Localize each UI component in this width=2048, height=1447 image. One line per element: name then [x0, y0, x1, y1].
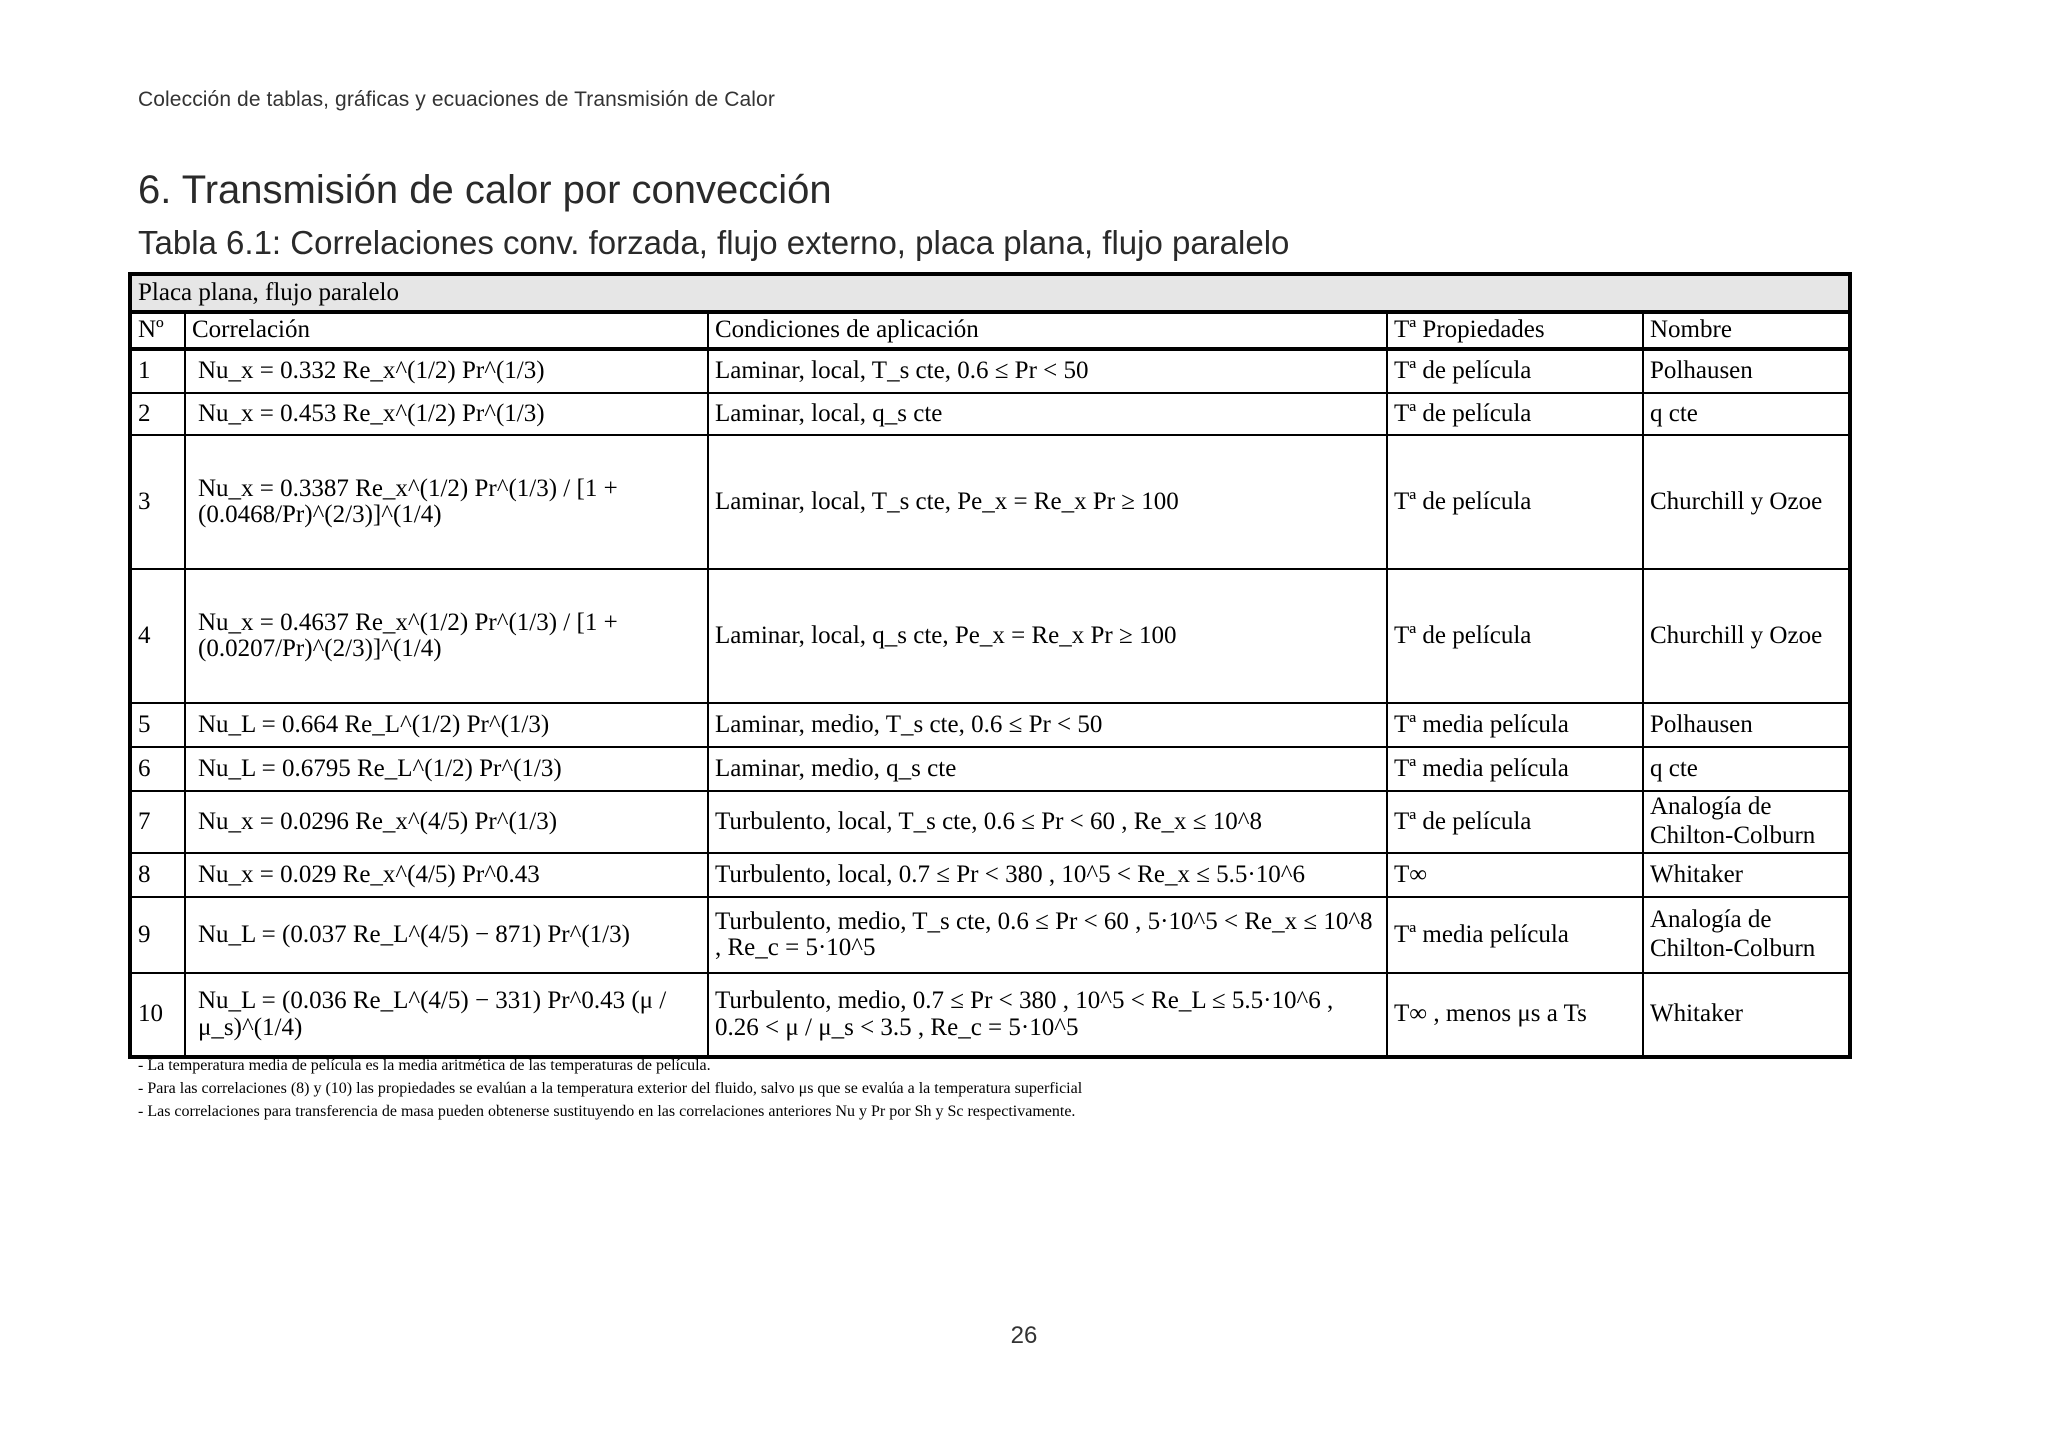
- application-conditions-cell: Laminar, local, T_s cte, 0.6 ≤ Pr < 50: [708, 349, 1387, 393]
- table-row: [130, 393, 1850, 435]
- note-line: - La temperatura media de película es la media aritmética de las temperaturas de película.: [138, 1057, 711, 1074]
- correlation-name-cell: Whitaker: [1643, 973, 1850, 1057]
- correlation-formula-cell: Nu_x = 0.4637 Re_x^(1/2) Pr^(1/3) / [1 + (0.0207/Pr)^(2/3)]^(1/4): [185, 569, 708, 703]
- application-conditions-cell: Turbulento, medio, 0.7 ≤ Pr < 380 , 10^5 < Re_L ≤ 5.5·10^6 , 0.26 < μ / μ_s < 3.5 , Re_c = 5·10^5: [708, 973, 1387, 1057]
- table-group-header-row: [130, 274, 1850, 312]
- correlation-name-cell: Analogía de Chilton-Colburn: [1643, 791, 1850, 853]
- row-number-cell: 9: [130, 897, 185, 973]
- correlation-name-cell: Polhausen: [1643, 703, 1850, 747]
- row-number-cell: 2: [130, 393, 185, 435]
- property-temperature-cell: Tª de película: [1387, 791, 1643, 853]
- correlation-formula-cell: Nu_x = 0.332 Re_x^(1/2) Pr^(1/3): [185, 349, 708, 393]
- row-number-cell: 3: [130, 435, 185, 569]
- property-temperature-cell: Tª media película: [1387, 703, 1643, 747]
- correlation-formula-cell: Nu_L = 0.6795 Re_L^(1/2) Pr^(1/3): [185, 747, 708, 791]
- application-conditions-cell: Turbulento, local, T_s cte, 0.6 ≤ Pr < 60 , Re_x ≤ 10^8: [708, 791, 1387, 853]
- correlation-name-cell: Churchill y Ozoe: [1643, 435, 1850, 569]
- property-temperature-cell: T∞: [1387, 853, 1643, 897]
- application-conditions-cell: Laminar, local, q_s cte, Pe_x = Re_x Pr ≥ 100: [708, 569, 1387, 703]
- running-header: Colección de tablas, gráficas y ecuaciones de Transmisión de Calor: [138, 88, 775, 111]
- table-group-header: Placa plana, flujo paralelo: [130, 274, 1850, 312]
- correlation-formula-cell: Nu_L = 0.664 Re_L^(1/2) Pr^(1/3): [185, 703, 708, 747]
- property-temperature-cell: Tª de película: [1387, 393, 1643, 435]
- table-column-header-row: [130, 312, 1850, 349]
- table-row: [130, 349, 1850, 393]
- table-title: Tabla 6.1: Correlaciones conv. forzada, flujo externo, placa plana, flujo paralelo: [138, 224, 1290, 261]
- row-number-cell: 1: [130, 349, 185, 393]
- row-number-cell: 10: [130, 973, 185, 1057]
- property-temperature-cell: Tª de película: [1387, 349, 1643, 393]
- property-temperature-cell: Tª de película: [1387, 435, 1643, 569]
- correlation-formula-cell: Nu_x = 0.453 Re_x^(1/2) Pr^(1/3): [185, 393, 708, 435]
- row-number-cell: 7: [130, 791, 185, 853]
- correlation-formula-cell: Nu_x = 0.029 Re_x^(4/5) Pr^0.43: [185, 853, 708, 897]
- application-conditions-cell: Laminar, medio, q_s cte: [708, 747, 1387, 791]
- correlation-name-cell: Churchill y Ozoe: [1643, 569, 1850, 703]
- table-row: [130, 747, 1850, 791]
- column-header-name: Nombre: [1643, 312, 1850, 349]
- property-temperature-cell: Tª media película: [1387, 897, 1643, 973]
- table-row: [130, 791, 1850, 853]
- note-line: - Las correlaciones para transferencia de masa pueden obtenerse sustituyendo en las correlaciones anteriores Nu y Pr por Sh y Sc respectivamente.: [138, 1103, 1076, 1120]
- column-header-number: Nº: [130, 312, 185, 349]
- correlation-formula-cell: Nu_L = (0.036 Re_L^(4/5) − 331) Pr^0.43 (μ / μ_s)^(1/4): [185, 973, 708, 1057]
- correlation-name-cell: q cte: [1643, 747, 1850, 791]
- correlation-name-cell: Whitaker: [1643, 853, 1850, 897]
- application-conditions-cell: Turbulento, medio, T_s cte, 0.6 ≤ Pr < 60 , 5·10^5 < Re_x ≤ 10^8 , Re_c = 5·10^5: [708, 897, 1387, 973]
- column-header-correlation: Correlación: [185, 312, 708, 349]
- application-conditions-cell: Laminar, local, q_s cte: [708, 393, 1387, 435]
- page-number: 26: [1010, 1322, 1038, 1349]
- correlation-formula-cell: Nu_L = (0.037 Re_L^(4/5) − 871) Pr^(1/3): [185, 897, 708, 973]
- correlation-formula-cell: Nu_x = 0.0296 Re_x^(4/5) Pr^(1/3): [185, 791, 708, 853]
- application-conditions-cell: Turbulento, local, 0.7 ≤ Pr < 380 , 10^5 < Re_x ≤ 5.5·10^6: [708, 853, 1387, 897]
- row-number-cell: 6: [130, 747, 185, 791]
- table-notes: [138, 1054, 1082, 1123]
- row-number-cell: 8: [130, 853, 185, 897]
- table-body: [130, 349, 1850, 1057]
- note-line: - Para las correlaciones (8) y (10) las propiedades se evalúan a la temperatura exterior del fluido, salvo μs que se evalúa a la temperatura superficial: [138, 1080, 1083, 1097]
- column-header-conditions: Condiciones de aplicación: [708, 312, 1387, 349]
- table-row: [130, 569, 1850, 703]
- correlation-name-cell: Analogía de Chilton-Colburn: [1643, 897, 1850, 973]
- property-temperature-cell: Tª de película: [1387, 569, 1643, 703]
- application-conditions-cell: Laminar, medio, T_s cte, 0.6 ≤ Pr < 50: [708, 703, 1387, 747]
- table-row: [130, 853, 1850, 897]
- table-row: [130, 897, 1850, 973]
- column-header-temperature: Tª Propiedades: [1387, 312, 1643, 349]
- row-number-cell: 4: [130, 569, 185, 703]
- table-row: [130, 703, 1850, 747]
- table-row: [130, 973, 1850, 1057]
- correlation-name-cell: Polhausen: [1643, 349, 1850, 393]
- correlations-table: [128, 272, 1852, 1059]
- correlation-name-cell: q cte: [1643, 393, 1850, 435]
- row-number-cell: 5: [130, 703, 185, 747]
- property-temperature-cell: T∞ , menos μs a Ts: [1387, 973, 1643, 1057]
- application-conditions-cell: Laminar, local, T_s cte, Pe_x = Re_x Pr ≥ 100: [708, 435, 1387, 569]
- table-row: [130, 435, 1850, 569]
- chapter-title: 6. Transmisión de calor por convección: [138, 168, 832, 212]
- correlation-formula-cell: Nu_x = 0.3387 Re_x^(1/2) Pr^(1/3) / [1 + (0.0468/Pr)^(2/3)]^(1/4): [185, 435, 708, 569]
- property-temperature-cell: Tª media película: [1387, 747, 1643, 791]
